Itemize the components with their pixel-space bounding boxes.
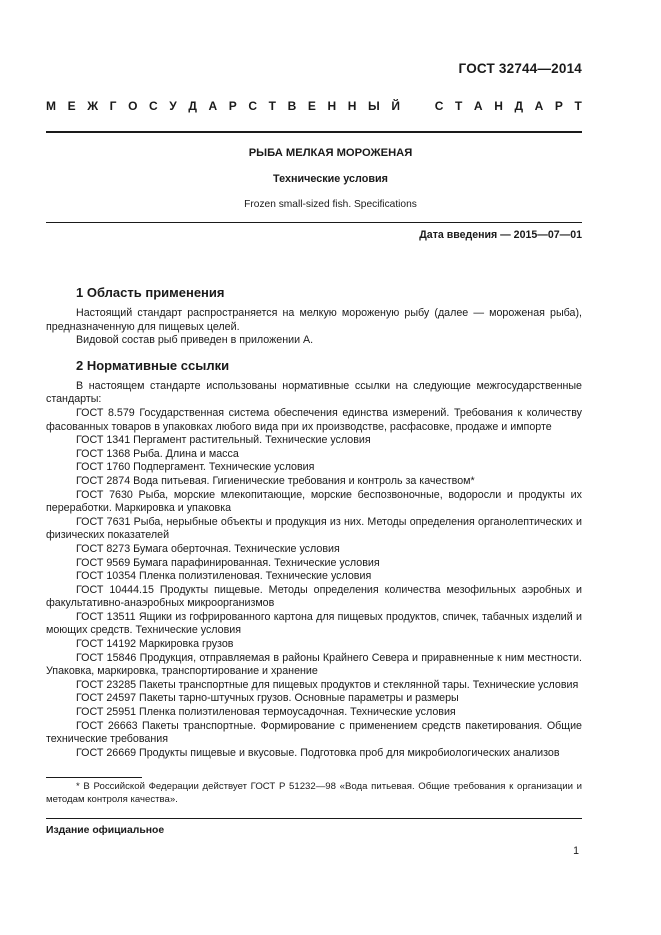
english-title: Frozen small-sized fish. Specifications <box>244 199 417 210</box>
edition-label: Издание официальное <box>46 825 165 836</box>
header-divider <box>46 131 582 133</box>
header-letter: Р <box>554 99 563 113</box>
reference-item: ГОСТ 15846 Продукция, отправляемая в районы Крайнего Севера и приравненные к ним местности. Упаковка, маркировка, транспортирование и хранение <box>46 651 582 678</box>
header-letter: С <box>434 99 444 113</box>
header-letter: Е <box>67 99 76 113</box>
header-letter: Е <box>307 99 316 113</box>
reference-item: ГОСТ 9569 Бумага парафинированная. Технические условия <box>76 556 380 569</box>
reference-item: ГОСТ 26669 Продукты пищевые и вкусовые. Подготовка проб для микробиологических анализов <box>76 746 560 759</box>
reference-item: ГОСТ 8273 Бумага оберточная. Технические условия <box>76 542 340 555</box>
footnote-divider <box>46 777 142 778</box>
header-letter: С <box>149 99 158 113</box>
document-body <box>46 284 582 760</box>
header-letter: Ы <box>367 99 380 113</box>
header-letter: А <box>208 99 218 113</box>
header-letter: У <box>169 99 177 113</box>
header-letter: Н <box>327 99 337 113</box>
header-band <box>46 99 582 113</box>
paragraph: Видовой состав рыб приведен в приложении А. <box>76 334 314 347</box>
section-heading-references: 2 Нормативные ссылки <box>76 357 230 373</box>
introduction-date: Дата введения — 2015—07—01 <box>419 229 582 241</box>
reference-item: ГОСТ 26663 Пакеты транспортные. Формирование с применением средств пакетирования. Общие технические требования <box>46 719 582 746</box>
header-letter: М <box>46 99 56 113</box>
header-letter: А <box>473 99 483 113</box>
footer-divider <box>46 818 582 819</box>
document-number: ГОСТ 32744—2014 <box>458 61 582 76</box>
reference-item: ГОСТ 7631 Рыба, нерыбные объекты и продукция из них. Методы определения органолептических и физических показателей <box>46 515 582 542</box>
reference-item: ГОСТ 10354 Пленка полиэтиленовая. Технические условия <box>76 570 372 583</box>
reference-item: ГОСТ 14192 Маркировка грузов <box>76 638 234 651</box>
title-divider <box>46 222 582 223</box>
reference-item: ГОСТ 13511 Ящики из гофрированного картона для пищевых продуктов, спичек, табачных изделий и моющих средств. Технические условия <box>46 610 582 637</box>
header-letter: Н <box>494 99 503 113</box>
header-letter: Д <box>188 99 197 113</box>
header-letter: О <box>128 99 138 113</box>
header-letter: Г <box>109 99 117 113</box>
header-letter: Т <box>454 99 463 113</box>
header-letter: Р <box>228 99 237 113</box>
paragraph: Настоящий стандарт распространяется на мелкую мороженую рыбу (далее — мороженая рыба), предназначенную для пищевых целей. <box>46 307 582 333</box>
header-letter: С <box>248 99 258 113</box>
page-number: 1 <box>573 845 579 857</box>
header-letter: Ж <box>87 99 99 113</box>
document-title: РЫБА МЕЛКАЯ МОРОЖЕНАЯ <box>248 147 413 159</box>
reference-item: ГОСТ 8.579 Государственная система обеспечения единства измерений. Требования к количеству фасованных товаров в упаковках любого вида при их производстве, расфасовке, продаже и импорте <box>46 406 582 433</box>
footnote: * В Российской Федерации действует ГОСТ Р 51232—98 «Вода питьевая. Общие требования к организации и методам контроля качества». <box>46 781 582 806</box>
reference-item: ГОСТ 1341 Пергамент растительный. Технические условия <box>76 434 371 447</box>
header-letter: Н <box>347 99 357 113</box>
reference-item: ГОСТ 1760 Подпергамент. Технические условия <box>76 461 315 474</box>
header-letter: Т <box>574 99 582 113</box>
header-letter: А <box>534 99 544 113</box>
paragraph: В настоящем стандарте использованы нормативные ссылки на следующие межгосударственные стандарты: <box>46 379 582 406</box>
header-letter: Д <box>514 99 524 113</box>
header-letter: В <box>287 99 297 113</box>
reference-item: ГОСТ 7630 Рыба, морские млекопитающие, морские беспозвоночные, водоросли и продукты их переработки. Маркировка и упаковка <box>46 488 582 515</box>
document-subtitle: Технические условия <box>273 173 388 185</box>
reference-item: ГОСТ 10444.15 Продукты пищевые. Методы определения количества мезофильных аэробных и факультативно-анаэробных микроорганизмов <box>46 583 582 610</box>
reference-item: ГОСТ 24597 Пакеты тарно-штучных грузов. Основные параметры и размеры <box>76 692 459 705</box>
reference-item: ГОСТ 1368 Рыба. Длина и масса <box>76 447 239 460</box>
reference-item: ГОСТ 23285 Пакеты транспортные для пищевых продуктов и стеклянной тары. Технические условия <box>76 678 579 691</box>
section-heading-scope: 1 Область применения <box>76 285 225 300</box>
reference-item: ГОСТ 25951 Пленка полиэтиленовая термоусадочная. Технические условия <box>76 706 456 719</box>
header-letter: Й <box>391 99 400 113</box>
header-letter: Т <box>268 99 276 113</box>
reference-item: ГОСТ 2874 Вода питьевая. Гигиенические требования и контроль за качеством* <box>76 474 475 487</box>
